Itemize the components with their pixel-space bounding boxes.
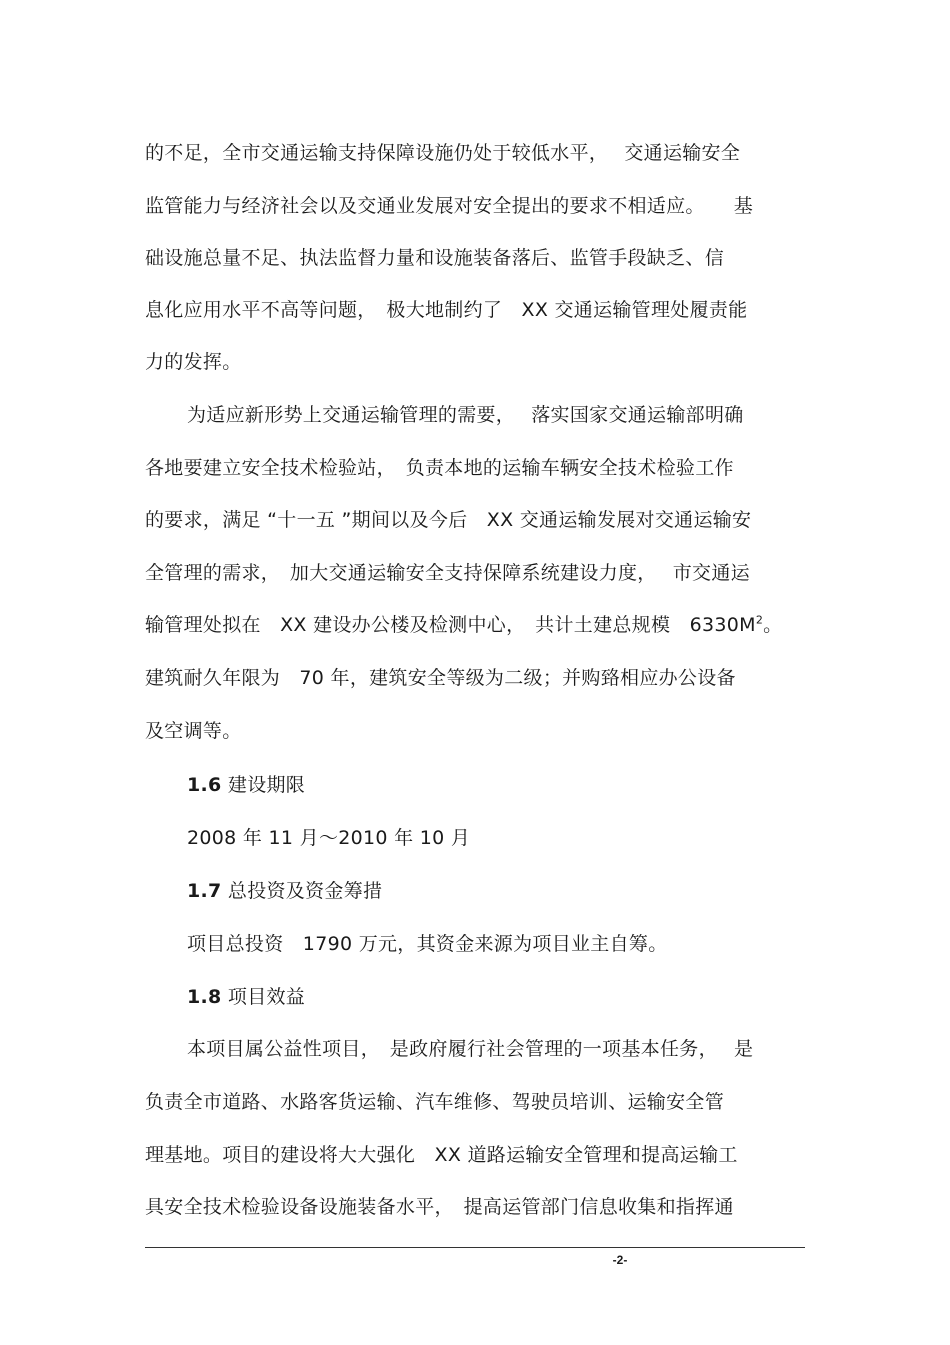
section-number: 1.6 (187, 774, 222, 796)
paragraph-line: 理基地。项目的建设将大大强化 XX 道路运输安全管理和提高运输工 (145, 1144, 738, 1166)
paragraph-line: 息化应用水平不高等问题， 极大地制约了 XX 交通运输管理处履责能 (145, 299, 748, 321)
paragraph-line: 各地要建立安全技术检验站， 负责本地的运输车辆安全技术检验工作 (145, 457, 734, 479)
paragraph-line: 为适应新形势上交通运输管理的需要， 落实国家交通运输部明确 (187, 404, 744, 426)
paragraph-line: 全管理的需求， 加大交通运输安全支持保障系统建设力度， 市交通运 (145, 562, 750, 584)
line-text: 输管理处拟在 XX 建设办公楼及检测中心， 共计土建总规模 6330M (145, 614, 756, 636)
paragraph-line (145, 613, 782, 637)
section-number: 1.7 (187, 880, 222, 902)
section-heading (187, 879, 382, 903)
paragraph-line: 本项目属公益性项目， 是政府履行社会管理的一项基本任务， 是 (187, 1038, 754, 1060)
paragraph-line: 建筑耐久年限为 70 年，建筑安全等级为二级；并购臵相应办公设备 (145, 667, 736, 689)
paragraph-line: 监管能力与经济社会以及交通业发展对安全提出的要求不相适应。 基 (145, 195, 754, 217)
section-title: 建设期限 (227, 774, 306, 796)
section-heading (187, 773, 305, 797)
section-heading (187, 985, 305, 1009)
page-number: -2- (612, 1253, 628, 1267)
line-text: 。 (763, 614, 783, 636)
paragraph-line: 的要求，满足 “十一五 ”期间以及今后 XX 交通运输发展对交通运输安 (145, 509, 752, 531)
paragraph-line: 础设施总量不足、执法监督力量和设施装备落后、监管手段缺乏、信 (145, 247, 725, 269)
section-number: 1.8 (187, 986, 222, 1008)
footer-divider (145, 1247, 805, 1248)
section-title: 总投资及资金筹措 (227, 880, 383, 902)
section-title: 项目效益 (227, 986, 306, 1008)
section-text: 2008 年 11 月～2010 年 10 月 (187, 827, 471, 849)
paragraph-line: 及空调等。 (145, 720, 242, 742)
paragraph-line: 的不足，全市交通运输支持保障设施仍处于较低水平， 交通运输安全 (145, 142, 741, 164)
paragraph-line: 具安全技术检验设备设施装备水平， 提高运管部门信息收集和指挥通 (145, 1196, 734, 1218)
paragraph-line: 负责全市道路、水路客货运输、汽车维修、驾驶员培训、运输安全管 (145, 1091, 725, 1113)
paragraph-line: 力的发挥。 (145, 351, 242, 373)
section-text: 项目总投资 1790 万元，其资金来源为项目业主自筹。 (187, 933, 668, 955)
superscript: 2 (755, 613, 764, 627)
